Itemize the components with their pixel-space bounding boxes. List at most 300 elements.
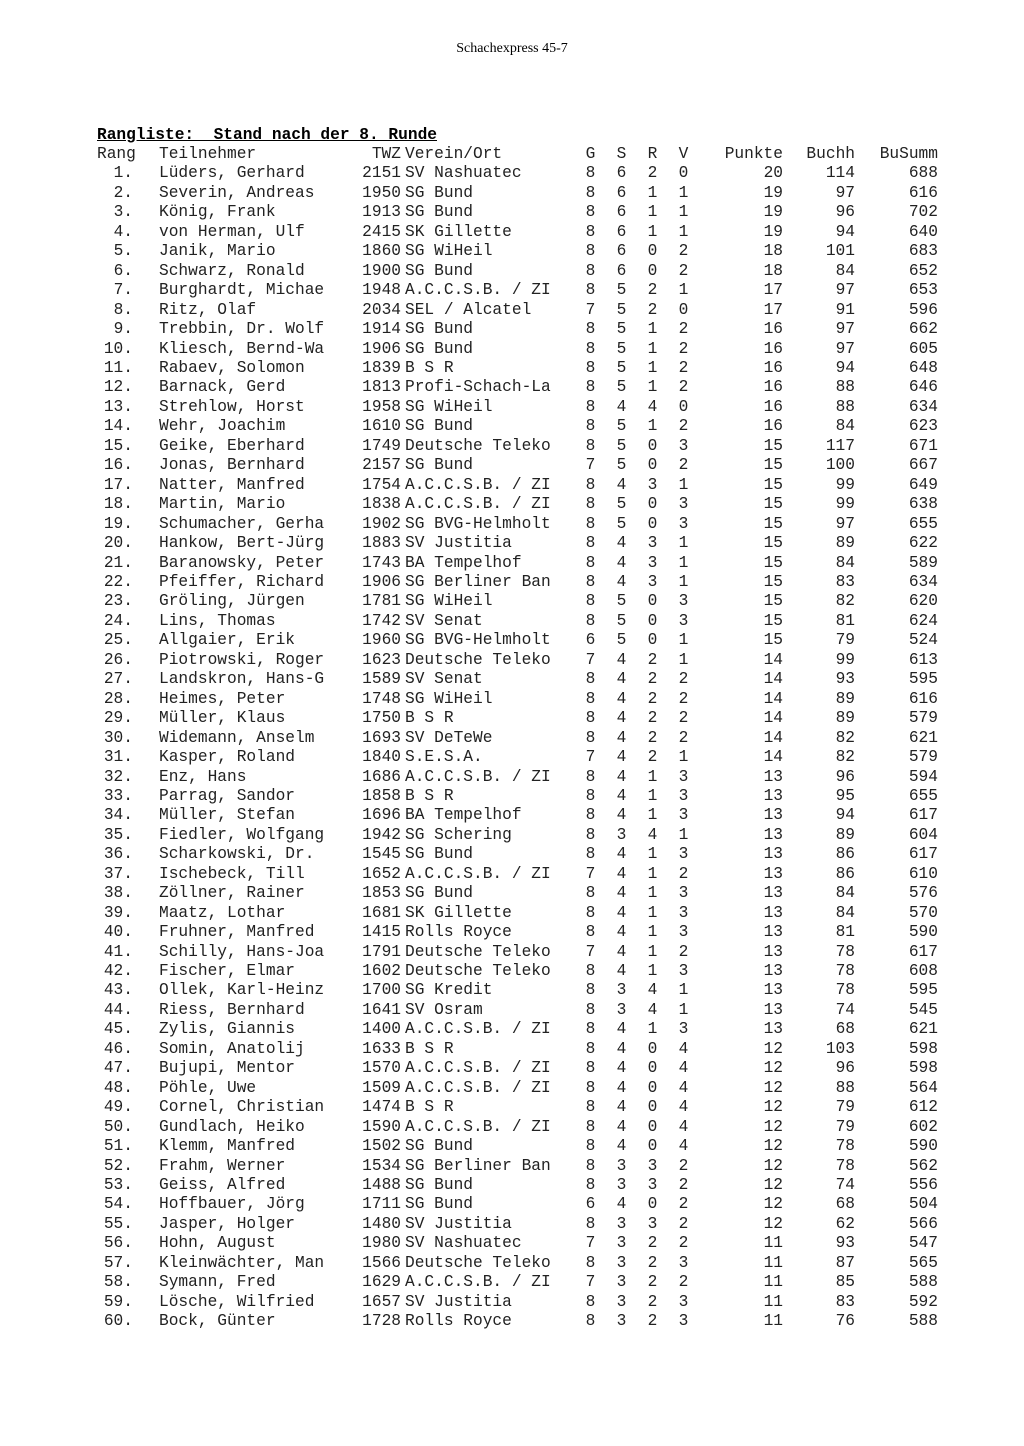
cell-participant: Landskron, Hans-G xyxy=(159,670,325,689)
cell-losses: 2 xyxy=(678,358,689,377)
cell-losses: 1 xyxy=(678,572,689,591)
cell-buchholz: 84 xyxy=(835,884,855,903)
cell-rank xyxy=(97,223,159,242)
rank-value: 34. xyxy=(103,806,133,825)
cell-games: 8 xyxy=(585,1253,596,1272)
table-row xyxy=(97,262,938,281)
cell-buchholz-sum: 621 xyxy=(908,728,938,747)
cell-buchholz: 94 xyxy=(835,222,855,241)
cell-buchholz-sum: 648 xyxy=(908,358,938,377)
cell-twz: 1589 xyxy=(362,670,401,689)
cell-participant: Pfeiffer, Richard xyxy=(159,572,325,591)
cell-twz: 1502 xyxy=(362,1137,401,1156)
cell-wins: 6 xyxy=(616,242,627,261)
cell-club: SG Bund xyxy=(405,1195,473,1214)
cell-participant: Ritz, Olaf xyxy=(159,300,257,319)
table-row xyxy=(97,612,938,631)
cell-participant: Bujupi, Mentor xyxy=(159,1059,295,1078)
cell-losses: 3 xyxy=(678,611,689,630)
table-row xyxy=(97,554,938,573)
cell-buchholz: 88 xyxy=(835,378,855,397)
cell-losses: 1 xyxy=(678,281,689,300)
rank-value: 35. xyxy=(103,825,133,844)
cell-points: 13 xyxy=(763,1020,783,1039)
cell-twz: 1566 xyxy=(362,1253,401,1272)
cell-club: Profi-Schach-La xyxy=(405,378,551,397)
cell-points: 11 xyxy=(763,1312,783,1331)
cell-points: 16 xyxy=(763,417,783,436)
cell-buchholz-sum: 646 xyxy=(908,378,938,397)
cell-buchholz-sum: 617 xyxy=(908,845,938,864)
cell-losses: 2 xyxy=(678,728,689,747)
cell-club: Deutsche Teleko xyxy=(405,942,551,961)
cell-wins: 4 xyxy=(616,1117,627,1136)
cell-twz: 1693 xyxy=(362,728,401,747)
cell-wins: 5 xyxy=(616,436,627,455)
table-row xyxy=(97,1157,938,1176)
cell-losses: 2 xyxy=(678,242,689,261)
cell-club: B S R xyxy=(405,358,454,377)
cell-buchholz-sum: 649 xyxy=(908,475,938,494)
cell-draws: 0 xyxy=(647,1195,658,1214)
cell-rank xyxy=(97,670,159,689)
cell-losses: 2 xyxy=(678,864,689,883)
cell-rank xyxy=(97,943,159,962)
cell-games: 8 xyxy=(585,1059,596,1078)
rank-value: 8. xyxy=(113,300,133,319)
cell-games: 8 xyxy=(585,611,596,630)
cell-draws: 0 xyxy=(647,1059,658,1078)
cell-games: 8 xyxy=(585,1156,596,1175)
cell-games: 8 xyxy=(585,845,596,864)
cell-rank xyxy=(97,184,159,203)
cell-rank xyxy=(97,1137,159,1156)
cell-games: 8 xyxy=(585,203,596,222)
cell-buchholz: 114 xyxy=(825,164,855,183)
cell-participant: Müller, Klaus xyxy=(159,709,286,728)
cell-buchholz-sum: 588 xyxy=(908,1273,938,1292)
cell-rank xyxy=(97,437,159,456)
cell-games: 8 xyxy=(585,553,596,572)
cell-twz: 2415 xyxy=(362,222,401,241)
cell-wins: 4 xyxy=(616,572,627,591)
rank-value: 55. xyxy=(103,1214,133,1233)
cell-club: SG Bund xyxy=(405,884,473,903)
table-row xyxy=(97,534,938,553)
cell-draws: 4 xyxy=(647,825,658,844)
rank-value: 11. xyxy=(103,358,133,377)
cell-draws: 2 xyxy=(647,300,658,319)
cell-games: 8 xyxy=(585,339,596,358)
rank-value: 23. xyxy=(103,592,133,611)
cell-draws: 1 xyxy=(647,806,658,825)
cell-games: 8 xyxy=(585,534,596,553)
cell-buchholz: 88 xyxy=(835,397,855,416)
cell-rank xyxy=(97,1040,159,1059)
cell-participant: Lüders, Gerhard xyxy=(159,164,305,183)
cell-club: B S R xyxy=(405,1039,454,1058)
rank-value: 37. xyxy=(103,864,133,883)
cell-buchholz: 85 xyxy=(835,1273,855,1292)
cell-draws: 3 xyxy=(647,534,658,553)
cell-twz: 1623 xyxy=(362,650,401,669)
cell-draws: 2 xyxy=(647,709,658,728)
cell-points: 13 xyxy=(763,767,783,786)
table-row xyxy=(97,845,938,864)
cell-games: 7 xyxy=(585,1273,596,1292)
cell-twz: 1480 xyxy=(362,1214,401,1233)
cell-twz: 1534 xyxy=(362,1156,401,1175)
cell-points: 11 xyxy=(763,1273,783,1292)
cell-buchholz-sum: 634 xyxy=(908,572,938,591)
cell-rank xyxy=(97,203,159,222)
cell-losses: 2 xyxy=(678,942,689,961)
cell-buchholz: 84 xyxy=(835,903,855,922)
cell-buchholz: 96 xyxy=(835,767,855,786)
cell-wins: 4 xyxy=(616,1020,627,1039)
cell-points: 13 xyxy=(763,1000,783,1019)
col-header-teilnehmer: Teilnehmer xyxy=(159,145,257,163)
cell-buchholz: 89 xyxy=(835,709,855,728)
cell-draws: 1 xyxy=(647,864,658,883)
cell-games: 8 xyxy=(585,436,596,455)
cell-wins: 4 xyxy=(616,1059,627,1078)
cell-wins: 4 xyxy=(616,903,627,922)
cell-wins: 4 xyxy=(616,1098,627,1117)
cell-games: 8 xyxy=(585,242,596,261)
table-row xyxy=(97,1234,938,1253)
cell-points: 15 xyxy=(763,436,783,455)
cell-buchholz-sum: 604 xyxy=(908,825,938,844)
cell-games: 8 xyxy=(585,1078,596,1097)
cell-rank xyxy=(97,242,159,261)
cell-games: 8 xyxy=(585,1000,596,1019)
cell-losses: 2 xyxy=(678,1176,689,1195)
cell-buchholz: 78 xyxy=(835,962,855,981)
cell-participant: Ollek, Karl-Heinz xyxy=(159,981,325,1000)
cell-draws: 1 xyxy=(647,320,658,339)
cell-buchholz-sum: 617 xyxy=(908,942,938,961)
col-header-busumm: BuSumm xyxy=(879,145,938,163)
cell-twz: 2157 xyxy=(362,456,401,475)
cell-wins: 4 xyxy=(616,748,627,767)
cell-rank xyxy=(97,1312,159,1331)
cell-buchholz: 79 xyxy=(835,1117,855,1136)
cell-draws: 2 xyxy=(647,670,658,689)
cell-draws: 1 xyxy=(647,339,658,358)
cell-points: 19 xyxy=(763,222,783,241)
page-header: Schachexpress 45-7 xyxy=(456,41,568,56)
cell-games: 7 xyxy=(585,748,596,767)
table-row xyxy=(97,1059,938,1078)
cell-participant: Zylis, Giannis xyxy=(159,1020,295,1039)
cell-club: SK Gillette xyxy=(405,903,512,922)
cell-buchholz: 97 xyxy=(835,183,855,202)
cell-wins: 5 xyxy=(616,631,627,650)
cell-buchholz: 89 xyxy=(835,689,855,708)
cell-participant: Hohn, August xyxy=(159,1234,276,1253)
table-row xyxy=(97,378,938,397)
table-row xyxy=(97,1215,938,1234)
table-row xyxy=(97,340,938,359)
cell-wins: 5 xyxy=(616,592,627,611)
rank-value: 28. xyxy=(103,689,133,708)
cell-participant: Ischebeck, Till xyxy=(159,864,305,883)
cell-buchholz: 103 xyxy=(825,1039,855,1058)
cell-twz: 1641 xyxy=(362,1000,401,1019)
table-row xyxy=(97,981,938,1000)
cell-club: SV DeTeWe xyxy=(405,728,493,747)
cell-club: SG WiHeil xyxy=(405,592,493,611)
cell-participant: Geiss, Alfred xyxy=(159,1176,286,1195)
rank-value: 3. xyxy=(113,203,133,222)
cell-participant: Cornel, Christian xyxy=(159,1098,325,1117)
cell-club: SG Bund xyxy=(405,456,473,475)
cell-losses: 3 xyxy=(678,962,689,981)
cell-draws: 0 xyxy=(647,631,658,650)
cell-wins: 4 xyxy=(616,923,627,942)
rank-value: 59. xyxy=(103,1292,133,1311)
cell-losses: 2 xyxy=(678,1195,689,1214)
cell-club: A.C.C.S.B. / ZI xyxy=(405,1059,551,1078)
cell-wins: 4 xyxy=(616,962,627,981)
cell-club: A.C.C.S.B. / ZI xyxy=(405,1273,551,1292)
cell-wins: 5 xyxy=(616,358,627,377)
cell-club: SG BVG-Helmholt xyxy=(405,631,551,650)
rank-value: 16. xyxy=(103,456,133,475)
cell-losses: 3 xyxy=(678,1292,689,1311)
cell-buchholz-sum: 602 xyxy=(908,1117,938,1136)
cell-points: 12 xyxy=(763,1137,783,1156)
cell-club: SV Justitia xyxy=(405,534,512,553)
cell-draws: 0 xyxy=(647,1078,658,1097)
cell-games: 7 xyxy=(585,300,596,319)
cell-points: 12 xyxy=(763,1195,783,1214)
table-row xyxy=(97,884,938,903)
cell-club: SG Bund xyxy=(405,320,473,339)
cell-club: B S R xyxy=(405,709,454,728)
cell-participant: Bock, Günter xyxy=(159,1312,276,1331)
cell-draws: 2 xyxy=(647,1312,658,1331)
cell-losses: 1 xyxy=(678,553,689,572)
cell-participant: Gundlach, Heiko xyxy=(159,1117,305,1136)
cell-points: 15 xyxy=(763,495,783,514)
rank-value: 44. xyxy=(103,1000,133,1019)
cell-rank xyxy=(97,398,159,417)
cell-participant: Fiedler, Wolfgang xyxy=(159,825,325,844)
cell-participant: Fruhner, Manfred xyxy=(159,923,315,942)
cell-twz: 1711 xyxy=(362,1195,401,1214)
rank-value: 58. xyxy=(103,1273,133,1292)
cell-games: 8 xyxy=(585,222,596,241)
cell-twz: 1913 xyxy=(362,203,401,222)
rank-value: 41. xyxy=(103,942,133,961)
cell-buchholz: 96 xyxy=(835,1059,855,1078)
cell-club: SG Bund xyxy=(405,261,473,280)
cell-draws: 1 xyxy=(647,845,658,864)
cell-points: 12 xyxy=(763,1156,783,1175)
cell-buchholz-sum: 617 xyxy=(908,806,938,825)
cell-losses: 1 xyxy=(678,631,689,650)
table-row xyxy=(97,865,938,884)
cell-club: A.C.C.S.B. / ZI xyxy=(405,475,551,494)
cell-buchholz: 89 xyxy=(835,534,855,553)
cell-rank xyxy=(97,923,159,942)
cell-buchholz-sum: 592 xyxy=(908,1292,938,1311)
cell-club: SV Osram xyxy=(405,1000,483,1019)
cell-losses: 4 xyxy=(678,1137,689,1156)
cell-buchholz: 95 xyxy=(835,786,855,805)
cell-wins: 6 xyxy=(616,183,627,202)
cell-participant: Schwarz, Ronald xyxy=(159,261,305,280)
cell-losses: 3 xyxy=(678,1312,689,1331)
cell-club: BA Tempelhof xyxy=(405,553,522,572)
cell-games: 7 xyxy=(585,942,596,961)
rank-value: 13. xyxy=(103,397,133,416)
cell-buchholz: 100 xyxy=(825,456,855,475)
cell-rank xyxy=(97,340,159,359)
table-row xyxy=(97,242,938,261)
cell-club: A.C.C.S.B. / ZI xyxy=(405,864,551,883)
cell-wins: 3 xyxy=(616,825,627,844)
cell-games: 8 xyxy=(585,592,596,611)
rank-value: 26. xyxy=(103,650,133,669)
cell-points: 13 xyxy=(763,923,783,942)
cell-rank xyxy=(97,631,159,650)
cell-participant: König, Frank xyxy=(159,203,276,222)
table-row xyxy=(97,729,938,748)
cell-buchholz: 93 xyxy=(835,1234,855,1253)
rank-value: 51. xyxy=(103,1137,133,1156)
cell-losses: 0 xyxy=(678,164,689,183)
cell-buchholz-sum: 702 xyxy=(908,203,938,222)
cell-wins: 6 xyxy=(616,164,627,183)
cell-buchholz: 97 xyxy=(835,320,855,339)
cell-club: SV Senat xyxy=(405,670,483,689)
rank-value: 7. xyxy=(113,281,133,300)
cell-twz: 1860 xyxy=(362,242,401,261)
cell-buchholz: 79 xyxy=(835,1098,855,1117)
cell-twz: 1900 xyxy=(362,261,401,280)
cell-twz: 1696 xyxy=(362,806,401,825)
cell-twz: 1400 xyxy=(362,1020,401,1039)
cell-wins: 4 xyxy=(616,397,627,416)
cell-buchholz-sum: 566 xyxy=(908,1214,938,1233)
cell-buchholz: 84 xyxy=(835,553,855,572)
cell-losses: 1 xyxy=(678,534,689,553)
cell-club: SG Bund xyxy=(405,1137,473,1156)
cell-points: 16 xyxy=(763,320,783,339)
cell-wins: 5 xyxy=(616,300,627,319)
rank-value: 40. xyxy=(103,923,133,942)
cell-buchholz: 84 xyxy=(835,261,855,280)
cell-points: 13 xyxy=(763,825,783,844)
cell-points: 15 xyxy=(763,475,783,494)
cell-wins: 4 xyxy=(616,806,627,825)
table-header-row xyxy=(97,145,938,164)
cell-buchholz: 94 xyxy=(835,358,855,377)
cell-rank xyxy=(97,1195,159,1214)
cell-rank xyxy=(97,534,159,553)
cell-games: 8 xyxy=(585,903,596,922)
cell-buchholz: 74 xyxy=(835,1176,855,1195)
cell-buchholz: 117 xyxy=(825,436,855,455)
rank-value: 24. xyxy=(103,611,133,630)
cell-rank xyxy=(97,1293,159,1312)
cell-club: B S R xyxy=(405,1098,454,1117)
cell-twz: 1681 xyxy=(362,903,401,922)
cell-rank xyxy=(97,164,159,183)
cell-draws: 2 xyxy=(647,281,658,300)
cell-participant: Piotrowski, Roger xyxy=(159,650,325,669)
cell-buchholz-sum: 608 xyxy=(908,962,938,981)
cell-participant: Gröling, Jürgen xyxy=(159,592,305,611)
cell-twz: 1749 xyxy=(362,436,401,455)
cell-points: 15 xyxy=(763,611,783,630)
cell-buchholz-sum: 564 xyxy=(908,1078,938,1097)
cell-club: SV Justitia xyxy=(405,1292,512,1311)
cell-games: 8 xyxy=(585,1020,596,1039)
cell-twz: 1902 xyxy=(362,514,401,533)
cell-rank xyxy=(97,865,159,884)
cell-rank xyxy=(97,748,159,767)
cell-club: SG Berliner Ban xyxy=(405,572,551,591)
cell-games: 8 xyxy=(585,1137,596,1156)
cell-wins: 4 xyxy=(616,650,627,669)
cell-participant: Maatz, Lothar xyxy=(159,903,286,922)
cell-buchholz: 97 xyxy=(835,514,855,533)
cell-club: SG Bund xyxy=(405,845,473,864)
cell-points: 11 xyxy=(763,1253,783,1272)
rank-value: 4. xyxy=(113,222,133,241)
cell-buchholz-sum: 562 xyxy=(908,1156,938,1175)
cell-points: 18 xyxy=(763,261,783,280)
cell-participant: Barnack, Gerd xyxy=(159,378,286,397)
cell-losses: 0 xyxy=(678,300,689,319)
table-row xyxy=(97,515,938,534)
cell-participant: Heimes, Peter xyxy=(159,689,286,708)
cell-games: 8 xyxy=(585,806,596,825)
table-row xyxy=(97,164,938,183)
cell-wins: 4 xyxy=(616,1039,627,1058)
cell-buchholz: 99 xyxy=(835,475,855,494)
cell-wins: 4 xyxy=(616,670,627,689)
cell-rank xyxy=(97,592,159,611)
cell-points: 14 xyxy=(763,748,783,767)
cell-participant: Frahm, Werner xyxy=(159,1156,286,1175)
table-row xyxy=(97,417,938,436)
cell-points: 11 xyxy=(763,1234,783,1253)
cell-participant: von Herman, Ulf xyxy=(159,222,305,241)
cell-participant: Jonas, Bernhard xyxy=(159,456,305,475)
rank-value: 39. xyxy=(103,903,133,922)
rank-value: 2. xyxy=(113,183,133,202)
cell-wins: 4 xyxy=(616,1078,627,1097)
standings-document xyxy=(97,125,938,1332)
cell-buchholz: 86 xyxy=(835,864,855,883)
cell-losses: 3 xyxy=(678,903,689,922)
cell-buchholz: 81 xyxy=(835,611,855,630)
cell-points: 13 xyxy=(763,845,783,864)
cell-club: SG BVG-Helmholt xyxy=(405,514,551,533)
cell-games: 8 xyxy=(585,884,596,903)
cell-draws: 0 xyxy=(647,1137,658,1156)
cell-points: 13 xyxy=(763,903,783,922)
cell-losses: 4 xyxy=(678,1078,689,1097)
cell-points: 18 xyxy=(763,242,783,261)
cell-twz: 1960 xyxy=(362,631,401,650)
cell-losses: 3 xyxy=(678,806,689,825)
